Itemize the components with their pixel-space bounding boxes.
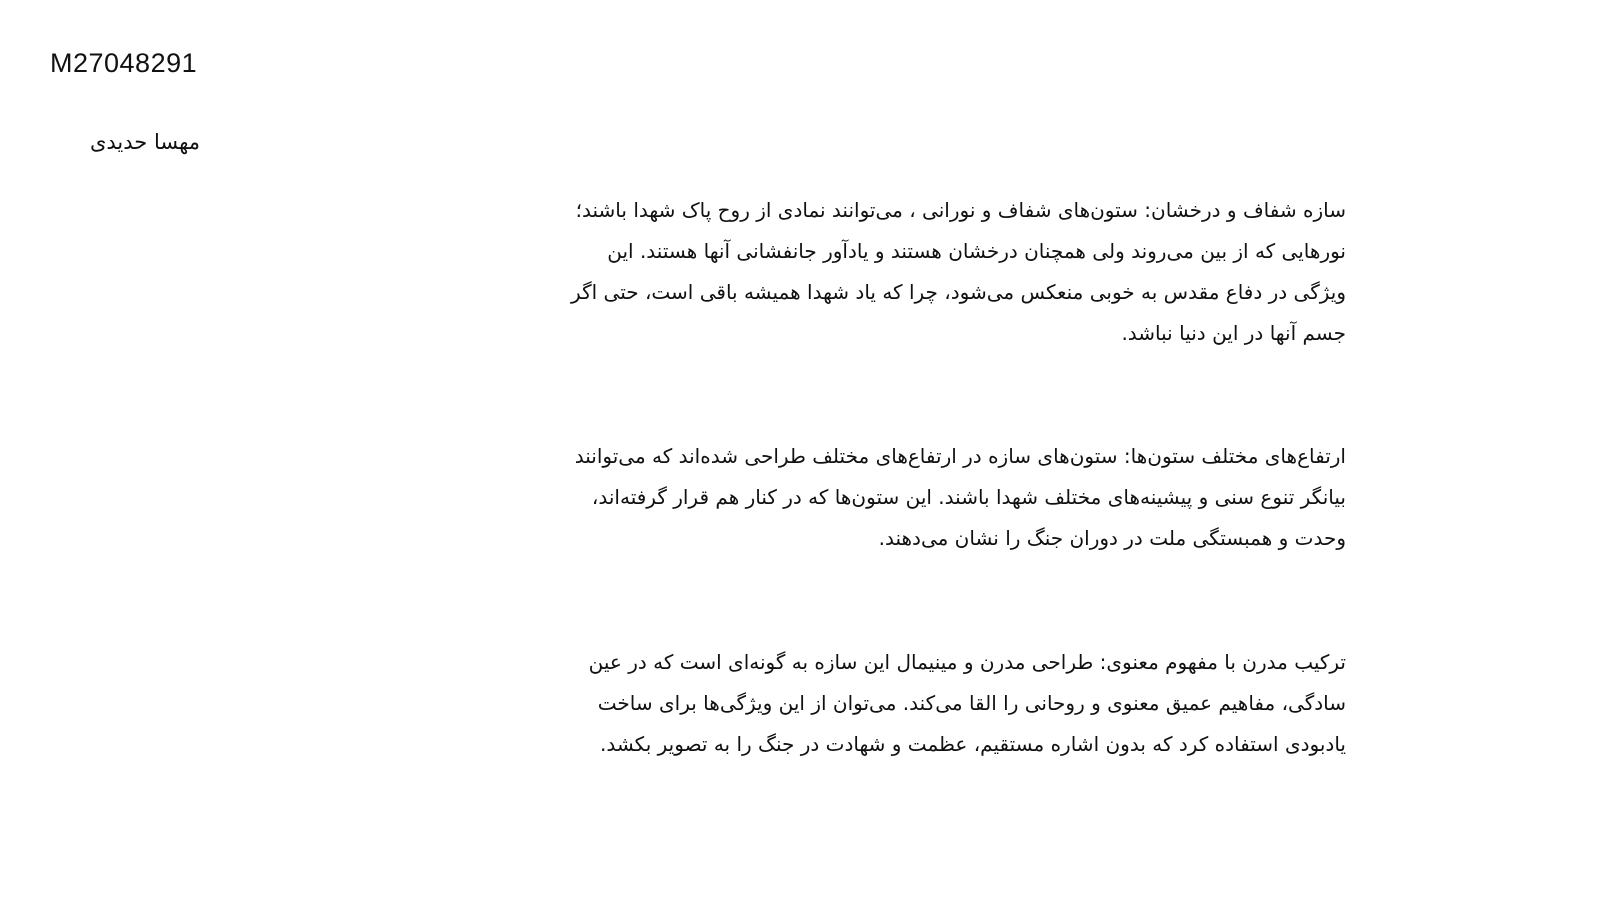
paragraph-line: یادبودی استفاده کرد که بدون اشاره مستقیم، عظمت و شهادت در جنگ را به تصویر بکشد. — [599, 732, 1346, 756]
paragraph-line: وحدت و همبستگی ملت در دوران جنگ را نشان می‌دهند. — [878, 526, 1346, 550]
paragraph-line: بیانگر تنوع سنی و پیشینه‌های مختلف شهدا باشند. این ستون‌ها که در کنار هم قرار گرفته‌اند، — [591, 485, 1346, 509]
paragraph-line: نورهایی که از بین می‌روند ولی همچنان درخشان هستند و یادآور جانفشانی آنها هستند. این — [607, 239, 1346, 263]
paragraph-line: ویژگی در دفاع مقدس به خوبی منعکس می‌شود، چرا که یاد شهدا همیشه باقی است، حتی اگر — [571, 280, 1346, 304]
paragraph-line: ارتفاع‌های مختلف ستون‌ها: ستون‌های سازه در ارتفاع‌های مختلف طراحی شده‌اند که می‌توانند — [574, 444, 1346, 468]
paragraph-column-heights — [486, 436, 1346, 559]
paragraph-line: جسم آنها در این دنیا نباشد. — [1121, 321, 1346, 345]
student-id: M27048291 — [50, 48, 198, 78]
paragraph-transparent-structure — [486, 190, 1346, 354]
paragraph-line: سازه شفاف و درخشان: ستون‌های شفاف و نورانی ، می‌توانند نمادی از روح پاک شهدا باشند؛ — [575, 198, 1346, 222]
paragraph-modern-spiritual — [486, 642, 1346, 765]
author-name: مهسا حدیدی — [89, 130, 200, 154]
paragraph-line: ترکیب مدرن با مفهوم معنوی: طراحی مدرن و مینیمال این سازه به گونه‌ای است که در عین — [588, 650, 1346, 674]
paragraph-line: سادگی، مفاهیم عمیق معنوی و روحانی را القا می‌کند. می‌توان از این ویژگی‌ها برای ساخت — [597, 691, 1346, 715]
